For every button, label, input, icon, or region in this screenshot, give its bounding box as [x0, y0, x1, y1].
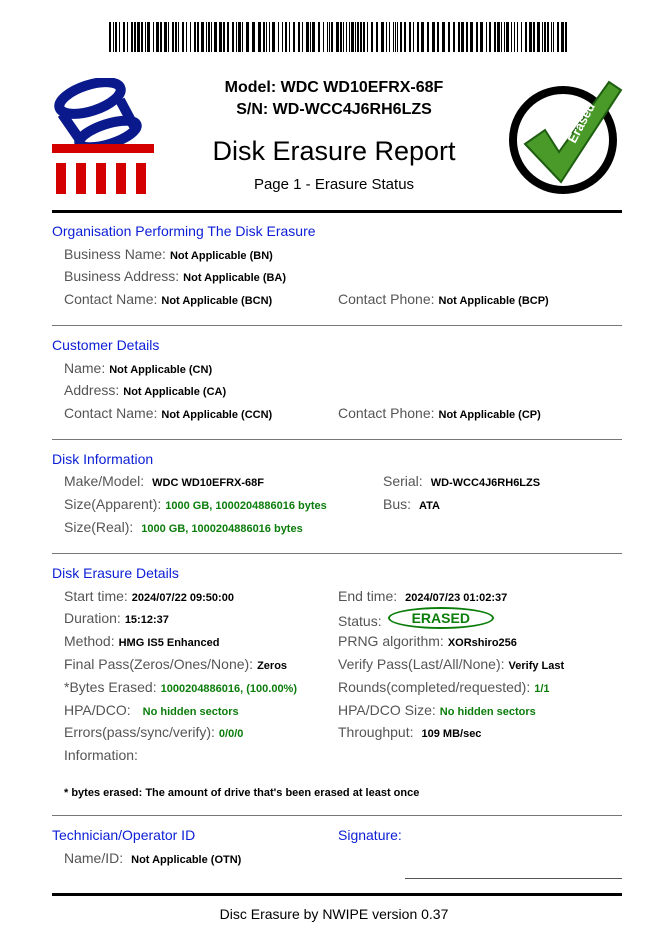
status-badge: ERASED: [388, 607, 494, 629]
business-contact-name-value: Not Applicable (BCN): [161, 295, 273, 307]
footer-divider: [52, 893, 622, 896]
business-contact-name-row: Contact Name: Not Applicable (BCN): [64, 291, 273, 307]
hpa-dco-value: No hidden sectors: [142, 706, 239, 718]
prng-value: XORshiro256: [447, 637, 517, 649]
customer-contact-name-value: Not Applicable (CCN): [161, 409, 273, 421]
start-time-value: 2024/07/22 09:50:00: [131, 592, 234, 604]
information-label: Information:: [64, 747, 138, 763]
technician-name-row: Name/ID: Not Applicable (OTN): [64, 850, 242, 866]
size-apparent-row: Size(Apparent): 1000 GB, 1000204886016 bytes: [64, 496, 327, 512]
prng-row: PRNG algorithm: XORshiro256: [338, 633, 517, 649]
divider: [52, 325, 622, 326]
end-time-row: End time: 2024/07/23 01:02:37: [338, 588, 508, 604]
report-model: Model: WDC WD10EFRX-68F: [224, 79, 444, 96]
barcode: [109, 22, 568, 52]
business-name-value: Not Applicable (BN): [169, 250, 273, 262]
errors-row: Errors(pass/sync/verify): 0/0/0: [64, 724, 244, 740]
customer-address-value: Not Applicable (CA): [123, 386, 227, 398]
report-title: Disk Erasure Report: [212, 136, 456, 166]
make-model-value: WDC WD10EFRX-68F: [152, 477, 264, 489]
serial-value: WD-WCC4J6RH6LZS: [430, 477, 541, 489]
bus-row: Bus: ATA: [383, 496, 440, 512]
errors-value: 0/0/0: [218, 728, 244, 740]
customer-contact-phone-value: Not Applicable (CP): [438, 409, 541, 421]
section-technician: Technician/Operator ID: [52, 827, 196, 843]
status-row: Status: ERASED: [338, 610, 494, 632]
business-contact-phone-row: Contact Phone: Not Applicable (BCP): [338, 291, 549, 307]
bytes-erased-value: 1000204886016, (100.00%): [160, 683, 298, 695]
duration-value: 15:12:37: [124, 614, 169, 626]
final-pass-value: Zeros: [257, 660, 288, 672]
rounds-row: Rounds(completed/requested): 1/1: [338, 679, 550, 695]
business-name-row: Business Name: Not Applicable (BN): [64, 246, 273, 262]
header-divider: [52, 210, 622, 213]
rounds-value: 1/1: [534, 683, 550, 695]
divider: [52, 439, 622, 440]
final-pass-row: Final Pass(Zeros/Ones/None): Zeros: [64, 656, 288, 672]
page-subtitle: Page 1 - Erasure Status: [253, 176, 415, 193]
size-real-value: 1000 GB, 1000204886016 bytes: [141, 523, 303, 535]
hpa-dco-size-value: No hidden sectors: [439, 706, 536, 718]
size-real-row: Size(Real): 1000 GB, 1000204886016 bytes: [64, 519, 303, 535]
signature-heading: Signature:: [338, 827, 402, 843]
customer-contact-name-row: Contact Name: Not Applicable (CCN): [64, 405, 273, 421]
section-customer: Customer Details: [52, 337, 160, 353]
verify-pass-row: Verify Pass(Last/All/None): Verify Last: [338, 656, 565, 672]
stamp-label: Erased: [564, 100, 599, 146]
divider: [52, 553, 622, 554]
business-contact-phone-value: Not Applicable (BCP): [438, 295, 549, 307]
business-address-value: Not Applicable (BA): [183, 272, 287, 284]
technician-name-value: Not Applicable (OTN): [131, 854, 242, 866]
business-address-row: Business Address: Not Applicable (BA): [64, 268, 287, 284]
throughput-row: Throughput: 109 MB/sec: [338, 724, 482, 740]
bytes-erased-note: * bytes erased: The amount of drive that's been erased at least once: [64, 787, 420, 799]
hpa-dco-row: HPA/DCO: No hidden sectors: [64, 702, 239, 718]
footer-text: Disc Erasure by NWIPE version 0.37: [219, 906, 449, 922]
bus-value: ATA: [419, 500, 440, 512]
customer-address-row: Address: Not Applicable (CA): [64, 382, 227, 398]
make-model-row: Make/Model: WDC WD10EFRX-68F: [64, 473, 264, 489]
section-erasure-details: Disk Erasure Details: [52, 565, 179, 581]
section-organisation: Organisation Performing The Disk Erasure: [52, 223, 316, 239]
customer-name-value: Not Applicable (CN): [109, 364, 213, 376]
divider: [52, 815, 622, 816]
throughput-value: 109 MB/sec: [421, 728, 482, 740]
customer-name-row: Name: Not Applicable (CN): [64, 360, 213, 376]
verify-pass-value: Verify Last: [508, 660, 565, 672]
duration-row: Duration: 15:12:37: [64, 610, 169, 626]
method-row: Method: HMG IS5 Enhanced: [64, 633, 220, 649]
end-time-value: 2024/07/23 01:02:37: [405, 592, 508, 604]
customer-contact-phone-row: Contact Phone: Not Applicable (CP): [338, 405, 541, 421]
method-value: HMG IS5 Enhanced: [118, 637, 220, 649]
report-serial: S/N: WD-WCC4J6RH6LZS: [236, 101, 432, 118]
section-disk-information: Disk Information: [52, 451, 154, 467]
serial-row: Serial: WD-WCC4J6RH6LZS: [383, 473, 541, 489]
start-time-row: Start time: 2024/07/22 09:50:00: [64, 588, 234, 604]
erased-check-stamp: [505, 78, 625, 196]
size-apparent-value: 1000 GB, 1000204886016 bytes: [165, 500, 327, 512]
bytes-erased-row: *Bytes Erased: 1000204886016, (100.00%): [64, 679, 298, 695]
hpa-dco-size-row: HPA/DCO Size: No hidden sectors: [338, 702, 536, 718]
signature-line: [405, 878, 622, 879]
